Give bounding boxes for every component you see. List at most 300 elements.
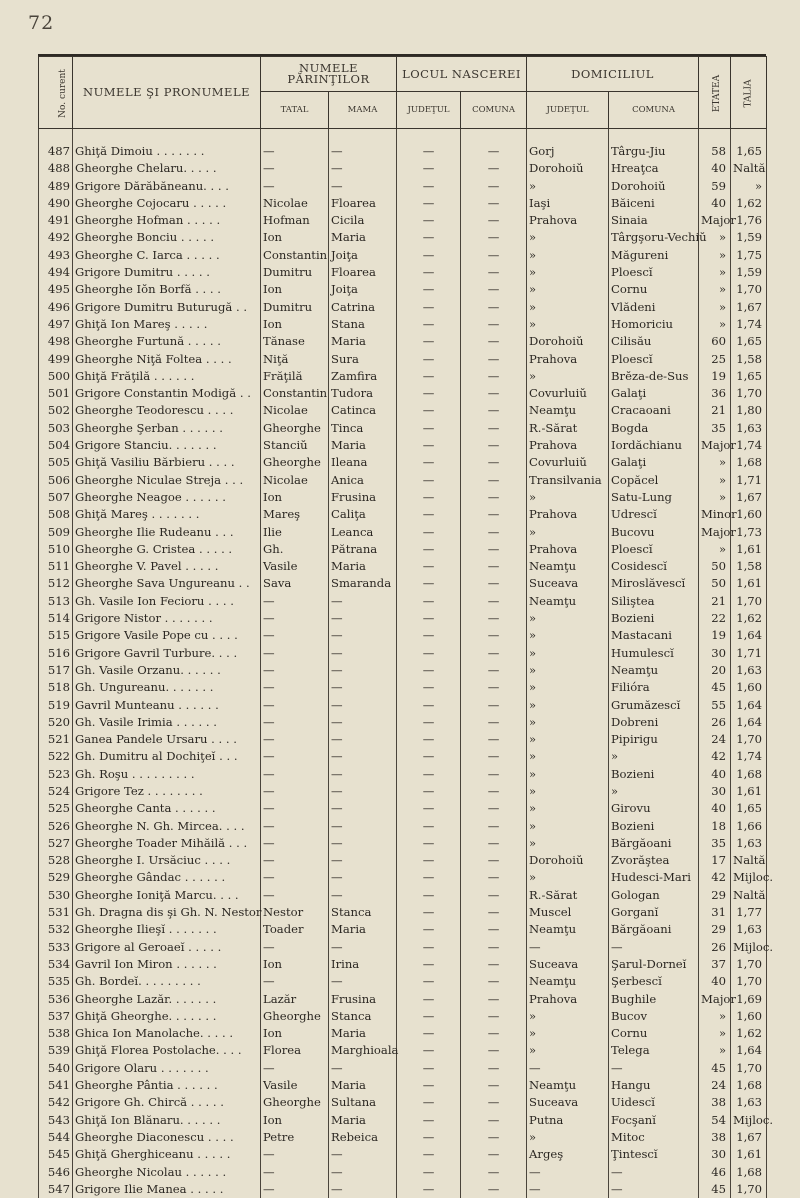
row-number: 541 <box>39 1077 73 1094</box>
birth-county: — <box>397 489 461 506</box>
birth-commune: — <box>461 402 527 419</box>
residence-commune: Bărgăoani <box>609 921 699 938</box>
age: 31 <box>699 904 731 921</box>
residence-county: Prahova <box>527 506 609 523</box>
father-name: Constantin <box>261 247 329 264</box>
mother-name: Anica <box>329 472 397 489</box>
age: 45 <box>699 1060 731 1077</box>
residence-commune: Homoriciu <box>609 316 699 333</box>
residence-commune: — <box>609 1181 699 1198</box>
residence-county: » <box>527 869 609 886</box>
table-row <box>39 385 767 402</box>
table-row <box>39 1077 767 1094</box>
birth-commune: — <box>461 714 527 731</box>
person-name: Grigore Gavril Turbure. . . . <box>73 645 261 662</box>
birth-county: — <box>397 1077 461 1094</box>
height: 1,70 <box>731 385 767 402</box>
row-number: 533 <box>39 939 73 956</box>
height: 1,80 <box>731 402 767 419</box>
father-name: — <box>261 800 329 817</box>
mother-name: Floarea <box>329 264 397 281</box>
birth-commune: — <box>461 160 527 177</box>
birth-commune: — <box>461 1042 527 1059</box>
height: 1,70 <box>731 956 767 973</box>
height: 1,63 <box>731 1094 767 1111</box>
father-name: Nicolae <box>261 402 329 419</box>
mother-name: — <box>329 852 397 869</box>
table-row <box>39 489 767 506</box>
birth-county: — <box>397 178 461 195</box>
table-row <box>39 178 767 195</box>
age: 29 <box>699 887 731 904</box>
person-name: Gheorghe Sava Ungureanu . . <box>73 575 261 592</box>
person-name: Ghiţă Gherghiceanu . . . . . <box>73 1146 261 1163</box>
father-name: — <box>261 887 329 904</box>
table-row <box>39 645 767 662</box>
birth-county: — <box>397 420 461 437</box>
row-number: 527 <box>39 835 73 852</box>
birth-county: — <box>397 835 461 852</box>
residence-commune: — <box>609 939 699 956</box>
row-number: 497 <box>39 316 73 333</box>
age: » <box>699 1025 731 1042</box>
header-no: No. curent <box>39 57 73 129</box>
birth-county: — <box>397 973 461 990</box>
age: 19 <box>699 627 731 644</box>
person-name: Gheorghe N. Gh. Mircea. . . . <box>73 818 261 835</box>
row-number: 500 <box>39 368 73 385</box>
age: 46 <box>699 1164 731 1181</box>
residence-commune: Girovu <box>609 800 699 817</box>
birth-commune: — <box>461 748 527 765</box>
residence-county: Gorj <box>527 129 609 161</box>
age: 59 <box>699 178 731 195</box>
person-name: Gheorghe Neagoe . . . . . . <box>73 489 261 506</box>
person-name: Gheorghe Canta . . . . . . <box>73 800 261 817</box>
residence-commune: Sinaia <box>609 212 699 229</box>
residence-county: » <box>527 1129 609 1146</box>
father-name: Dumitru <box>261 299 329 316</box>
mother-name: Leanca <box>329 524 397 541</box>
height: 1,63 <box>731 420 767 437</box>
age: » <box>699 229 731 246</box>
birth-county: — <box>397 887 461 904</box>
birth-county: — <box>397 921 461 938</box>
row-number: 488 <box>39 160 73 177</box>
residence-county: » <box>527 800 609 817</box>
birth-commune: — <box>461 506 527 523</box>
header-mother: MAMA <box>329 92 397 129</box>
birth-county: — <box>397 818 461 835</box>
residence-county: Argeş <box>527 1146 609 1163</box>
height: 1,66 <box>731 818 767 835</box>
father-name: — <box>261 852 329 869</box>
row-number: 534 <box>39 956 73 973</box>
residence-county: R.-Sărat <box>527 420 609 437</box>
residence-commune: Cilisău <box>609 333 699 350</box>
birth-commune: — <box>461 991 527 1008</box>
residence-county: » <box>527 748 609 765</box>
table-row <box>39 575 767 592</box>
age: 40 <box>699 766 731 783</box>
birth-county: — <box>397 714 461 731</box>
row-number: 520 <box>39 714 73 731</box>
row-number: 532 <box>39 921 73 938</box>
height: 1,63 <box>731 662 767 679</box>
birth-commune: — <box>461 437 527 454</box>
birth-commune: — <box>461 1129 527 1146</box>
residence-county: Putna <box>527 1112 609 1129</box>
father-name: — <box>261 610 329 627</box>
person-name: Gh. Dumitru al Dochiţeĭ . . . <box>73 748 261 765</box>
birth-commune: — <box>461 1164 527 1181</box>
row-number: 535 <box>39 973 73 990</box>
residence-county: » <box>527 731 609 748</box>
height: 1,70 <box>731 973 767 990</box>
height: 1,65 <box>731 800 767 817</box>
table-row <box>39 1060 767 1077</box>
residence-county: » <box>527 1025 609 1042</box>
residence-commune: Satu-Lung <box>609 489 699 506</box>
mother-name: Stanca <box>329 1008 397 1025</box>
age: 24 <box>699 731 731 748</box>
residence-commune: Gorganĭ <box>609 904 699 921</box>
person-name: Ghiţă Gheorghe. . . . . . . <box>73 1008 261 1025</box>
mother-name: — <box>329 1164 397 1181</box>
height: 1,76 <box>731 212 767 229</box>
age: » <box>699 454 731 471</box>
residence-county: Prahova <box>527 212 609 229</box>
row-number: 490 <box>39 195 73 212</box>
height: 1,63 <box>731 921 767 938</box>
row-number: 543 <box>39 1112 73 1129</box>
person-name: Ghiţă Frăţilă . . . . . . <box>73 368 261 385</box>
person-name: Gheorghe Ilieşĭ . . . . . . . <box>73 921 261 938</box>
table-row <box>39 195 767 212</box>
row-number: 489 <box>39 178 73 195</box>
height: 1,70 <box>731 1181 767 1198</box>
person-name: Grigore Dărăbăneanu. . . . <box>73 178 261 195</box>
birth-commune: — <box>461 593 527 610</box>
table-row <box>39 299 767 316</box>
age: Major <box>699 524 731 541</box>
header-birth-commune: COMUNA <box>461 92 527 129</box>
mother-name: — <box>329 766 397 783</box>
person-name: Gheorghe Ilie Rudeanu . . . <box>73 524 261 541</box>
birth-county: — <box>397 368 461 385</box>
height: 1,74 <box>731 437 767 454</box>
father-name: — <box>261 178 329 195</box>
person-name: Gheorghe Hofman . . . . . <box>73 212 261 229</box>
height: Mijloc. <box>731 939 767 956</box>
age: 37 <box>699 956 731 973</box>
residence-commune: Pipirigu <box>609 731 699 748</box>
person-name: Grigore Nistor . . . . . . . <box>73 610 261 627</box>
residence-commune: Cornu <box>609 281 699 298</box>
age: 38 <box>699 1094 731 1111</box>
height: 1,67 <box>731 1129 767 1146</box>
table-row <box>39 402 767 419</box>
age: 50 <box>699 558 731 575</box>
row-number: 513 <box>39 593 73 610</box>
height: 1,70 <box>731 281 767 298</box>
mother-name: — <box>329 1181 397 1198</box>
mother-name: — <box>329 610 397 627</box>
father-name: — <box>261 645 329 662</box>
age: 17 <box>699 852 731 869</box>
person-name: Grigore Ilie Manea . . . . . <box>73 1181 261 1198</box>
row-number: 538 <box>39 1025 73 1042</box>
height: 1,62 <box>731 1025 767 1042</box>
birth-county: — <box>397 402 461 419</box>
father-name: Gheorghe <box>261 420 329 437</box>
mother-name: — <box>329 697 397 714</box>
age: Major <box>699 437 731 454</box>
residence-county: Transilvania <box>527 472 609 489</box>
height: 1,73 <box>731 524 767 541</box>
residence-commune: Ploescĭ <box>609 351 699 368</box>
residence-commune: Udrescĭ <box>609 506 699 523</box>
person-name: Grigore Constantin Modigă . . <box>73 385 261 402</box>
height: 1,74 <box>731 748 767 765</box>
residence-county: » <box>527 281 609 298</box>
birth-commune: — <box>461 852 527 869</box>
birth-county: — <box>397 281 461 298</box>
person-name: Gheorghe V. Pavel . . . . . <box>73 558 261 575</box>
person-name: Gheorghe Gândac . . . . . . <box>73 869 261 886</box>
table-row <box>39 800 767 817</box>
birth-commune: — <box>461 627 527 644</box>
birth-commune: — <box>461 939 527 956</box>
residence-commune: Mastacani <box>609 627 699 644</box>
table-row <box>39 956 767 973</box>
height: 1,61 <box>731 783 767 800</box>
birth-commune: — <box>461 921 527 938</box>
father-name: — <box>261 662 329 679</box>
mother-name: Maria <box>329 1077 397 1094</box>
person-name: Grigore Vasile Pope cu . . . . <box>73 627 261 644</box>
age: » <box>699 1042 731 1059</box>
person-name: Gh. Bordeĭ. . . . . . . . . <box>73 973 261 990</box>
age: 30 <box>699 783 731 800</box>
mother-name: Frusina <box>329 489 397 506</box>
row-number: 518 <box>39 679 73 696</box>
age: 35 <box>699 420 731 437</box>
birth-commune: — <box>461 645 527 662</box>
mother-name: — <box>329 1146 397 1163</box>
residence-county: Prahova <box>527 437 609 454</box>
person-name: Ghica Ion Manolache. . . . . <box>73 1025 261 1042</box>
residence-county: — <box>527 1181 609 1198</box>
table-row <box>39 748 767 765</box>
residence-county: » <box>527 299 609 316</box>
birth-commune: — <box>461 662 527 679</box>
table-row <box>39 229 767 246</box>
age: 30 <box>699 645 731 662</box>
residence-county: Dorohoiŭ <box>527 333 609 350</box>
birth-county: — <box>397 783 461 800</box>
age: 35 <box>699 835 731 852</box>
residence-commune: Ploescĭ <box>609 264 699 281</box>
person-name: Gheorghe Furtună . . . . . <box>73 333 261 350</box>
row-number: 524 <box>39 783 73 800</box>
row-number: 546 <box>39 1164 73 1181</box>
person-name: Grigore Tez . . . . . . . . <box>73 783 261 800</box>
mother-name: — <box>329 835 397 852</box>
birth-commune: — <box>461 887 527 904</box>
residence-commune: Vlădeni <box>609 299 699 316</box>
person-name: Gheorghe Cojocaru . . . . . <box>73 195 261 212</box>
residence-commune: Cosidescĭ <box>609 558 699 575</box>
mother-name: Sura <box>329 351 397 368</box>
birth-county: — <box>397 956 461 973</box>
father-name: Toader <box>261 921 329 938</box>
birth-county: — <box>397 1181 461 1198</box>
row-number: 547 <box>39 1181 73 1198</box>
residence-commune: Neamţu <box>609 662 699 679</box>
birth-commune: — <box>461 869 527 886</box>
father-name: — <box>261 129 329 161</box>
table-row <box>39 818 767 835</box>
mother-name: Floarea <box>329 195 397 212</box>
birth-commune: — <box>461 129 527 161</box>
height: 1,68 <box>731 766 767 783</box>
birth-commune: — <box>461 973 527 990</box>
residence-commune: Bozieni <box>609 766 699 783</box>
birth-county: — <box>397 524 461 541</box>
table-row <box>39 697 767 714</box>
residence-county: Neamţu <box>527 402 609 419</box>
row-number: 522 <box>39 748 73 765</box>
birth-commune: — <box>461 1060 527 1077</box>
height: 1,58 <box>731 558 767 575</box>
birth-county: — <box>397 1060 461 1077</box>
height: 1,71 <box>731 645 767 662</box>
birth-commune: — <box>461 1146 527 1163</box>
mother-name: Rebeica <box>329 1129 397 1146</box>
residence-county: Dorohoiŭ <box>527 852 609 869</box>
birth-commune: — <box>461 472 527 489</box>
height: 1,59 <box>731 264 767 281</box>
row-number: 505 <box>39 454 73 471</box>
mother-name: — <box>329 939 397 956</box>
mother-name: Stana <box>329 316 397 333</box>
residence-commune: Focşanĭ <box>609 1112 699 1129</box>
residence-commune: Bogda <box>609 420 699 437</box>
table-row <box>39 541 767 558</box>
father-name: — <box>261 818 329 835</box>
residence-county: Prahova <box>527 351 609 368</box>
height: 1,61 <box>731 1146 767 1163</box>
mother-name: — <box>329 178 397 195</box>
father-name: Tănase <box>261 333 329 350</box>
residence-commune: — <box>609 1060 699 1077</box>
age: 50 <box>699 575 731 592</box>
birth-commune: — <box>461 904 527 921</box>
row-number: 502 <box>39 402 73 419</box>
birth-commune: — <box>461 229 527 246</box>
table-row <box>39 129 767 161</box>
residence-county: Covurluiŭ <box>527 385 609 402</box>
row-number: 516 <box>39 645 73 662</box>
row-number: 494 <box>39 264 73 281</box>
residence-county: — <box>527 1164 609 1181</box>
person-name: Ganea Pandele Ursaru . . . . <box>73 731 261 748</box>
father-name: — <box>261 731 329 748</box>
birth-county: — <box>397 506 461 523</box>
residence-commune: Hudesci-Mari <box>609 869 699 886</box>
age: 25 <box>699 351 731 368</box>
header-father: TATAL <box>261 92 329 129</box>
person-name: Gh. Ungureanu. . . . . . . <box>73 679 261 696</box>
height: 1,64 <box>731 627 767 644</box>
birth-county: — <box>397 697 461 714</box>
birth-county: — <box>397 1042 461 1059</box>
table-row <box>39 783 767 800</box>
father-name: Ilie <box>261 524 329 541</box>
residence-county: » <box>527 627 609 644</box>
height: 1,70 <box>731 731 767 748</box>
person-name: Gh. Dragna dis şi Gh. N. Nestor <box>73 904 261 921</box>
birth-county: — <box>397 195 461 212</box>
row-number: 509 <box>39 524 73 541</box>
residence-county: » <box>527 662 609 679</box>
table-row <box>39 1129 767 1146</box>
residence-commune: Şerbescĭ <box>609 973 699 990</box>
father-name: Petre <box>261 1129 329 1146</box>
register-table <box>38 56 767 1198</box>
residence-county: Suceava <box>527 1094 609 1111</box>
birth-commune: — <box>461 818 527 835</box>
header-res-commune: COMUNA <box>609 92 699 129</box>
birth-county: — <box>397 351 461 368</box>
residence-commune: Ţintescĭ <box>609 1146 699 1163</box>
residence-county: » <box>527 264 609 281</box>
age: 40 <box>699 973 731 990</box>
height: 1,65 <box>731 129 767 161</box>
table-row <box>39 904 767 921</box>
mother-name: Frusina <box>329 991 397 1008</box>
row-number: 523 <box>39 766 73 783</box>
residence-county: » <box>527 783 609 800</box>
table-row <box>39 247 767 264</box>
mother-name: Marghioala <box>329 1042 397 1059</box>
father-name: Stanciŭ <box>261 437 329 454</box>
age: » <box>699 472 731 489</box>
residence-commune: Copăcel <box>609 472 699 489</box>
father-name: Niţă <box>261 351 329 368</box>
mother-name: Pătrana <box>329 541 397 558</box>
height: 1,70 <box>731 1060 767 1077</box>
header-birthplace: LOCUL NASCEREI <box>397 57 527 92</box>
age: Major <box>699 991 731 1008</box>
residence-commune: Gologan <box>609 887 699 904</box>
row-number: 528 <box>39 852 73 869</box>
table-row <box>39 1146 767 1163</box>
table-row <box>39 852 767 869</box>
age: 21 <box>699 402 731 419</box>
table-row <box>39 921 767 938</box>
age: Minor <box>699 506 731 523</box>
birth-commune: — <box>461 1181 527 1198</box>
residence-county: » <box>527 247 609 264</box>
residence-county: » <box>527 697 609 714</box>
father-name: — <box>261 627 329 644</box>
residence-commune: Cracaoani <box>609 402 699 419</box>
age: 38 <box>699 1129 731 1146</box>
residence-county: » <box>527 766 609 783</box>
height: 1,68 <box>731 1164 767 1181</box>
